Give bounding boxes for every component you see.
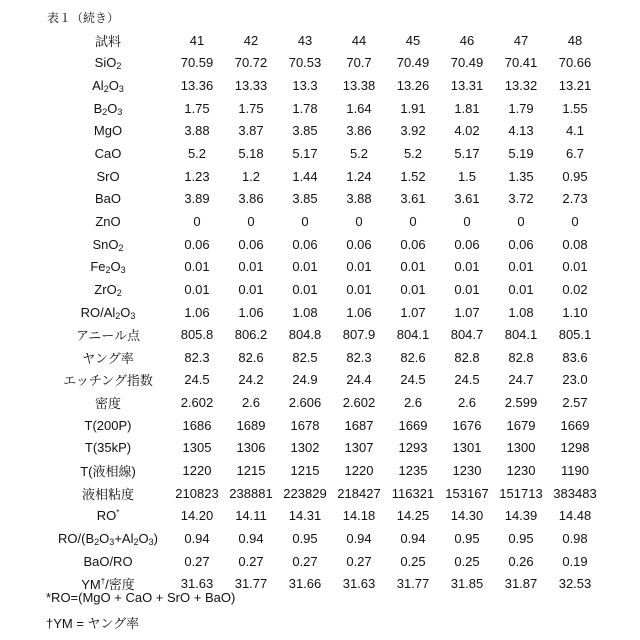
cell-value: 807.9 — [332, 323, 386, 346]
cell-value: 1.23 — [170, 165, 224, 188]
cell-value: 1.79 — [494, 97, 548, 120]
cell-value: 0.06 — [224, 233, 278, 256]
cell-value: 5.17 — [440, 142, 494, 165]
cell-value: 116321 — [386, 482, 440, 505]
cell-value: 0 — [548, 210, 602, 233]
cell-value: 2.6 — [386, 391, 440, 414]
cell-value: 1.06 — [332, 301, 386, 324]
cell-value: 1.55 — [548, 97, 602, 120]
cell-value: 4.1 — [548, 120, 602, 143]
cell-value: 1.08 — [494, 301, 548, 324]
cell-value: 0.01 — [386, 278, 440, 301]
row-label: T(200P) — [46, 414, 170, 437]
cell-value: 0.01 — [278, 255, 332, 278]
cell-value: 804.1 — [386, 323, 440, 346]
table-title: 表１（続き） — [47, 9, 119, 26]
cell-value: 0 — [332, 210, 386, 233]
cell-value: 210823 — [170, 482, 224, 505]
cell-value: 1676 — [440, 414, 494, 437]
header-sample: 43 — [278, 29, 332, 52]
cell-value: 1230 — [494, 459, 548, 482]
table-row — [46, 74, 602, 97]
cell-value: 1.78 — [278, 97, 332, 120]
cell-value: 1305 — [170, 437, 224, 460]
footnote-ym: †YM = ヤング率 — [46, 613, 139, 632]
cell-value: 70.53 — [278, 52, 332, 75]
cell-value: 0.01 — [224, 255, 278, 278]
cell-value: 31.66 — [278, 572, 332, 595]
cell-value: 82.8 — [494, 346, 548, 369]
row-label: CaO — [46, 142, 170, 165]
cell-value: 5.2 — [332, 142, 386, 165]
cell-value: 1.07 — [440, 301, 494, 324]
cell-value: 0.01 — [494, 278, 548, 301]
cell-value: 1.52 — [386, 165, 440, 188]
row-label: YM†/密度 — [46, 572, 170, 595]
cell-value: 1301 — [440, 437, 494, 460]
table-row — [46, 482, 602, 505]
cell-value: 70.59 — [170, 52, 224, 75]
cell-value: 24.5 — [440, 369, 494, 392]
row-label: B2O3 — [46, 97, 170, 120]
header-label: 試料 — [46, 29, 170, 52]
table-row — [46, 165, 602, 188]
cell-value: 82.3 — [332, 346, 386, 369]
row-label: BaO — [46, 187, 170, 210]
cell-value: 0.25 — [440, 550, 494, 573]
table-row — [46, 414, 602, 437]
row-label: T(35kP) — [46, 437, 170, 460]
cell-value: 83.6 — [548, 346, 602, 369]
cell-value: 1.5 — [440, 165, 494, 188]
cell-value: 0 — [278, 210, 332, 233]
cell-value: 31.77 — [386, 572, 440, 595]
cell-value: 24.9 — [278, 369, 332, 392]
row-label: ZnO — [46, 210, 170, 233]
header-sample: 42 — [224, 29, 278, 52]
cell-value: 13.32 — [494, 74, 548, 97]
cell-value: 1.06 — [170, 301, 224, 324]
cell-value: 1669 — [386, 414, 440, 437]
table-row — [46, 301, 602, 324]
table-row — [46, 210, 602, 233]
cell-value: 13.21 — [548, 74, 602, 97]
table-row — [46, 255, 602, 278]
cell-value: 1679 — [494, 414, 548, 437]
cell-value: 1298 — [548, 437, 602, 460]
cell-value: 1.07 — [386, 301, 440, 324]
cell-value: 70.66 — [548, 52, 602, 75]
cell-value: 1.75 — [224, 97, 278, 120]
cell-value: 1.10 — [548, 301, 602, 324]
cell-value: 1.75 — [170, 97, 224, 120]
cell-value: 806.2 — [224, 323, 278, 346]
table-row — [46, 346, 602, 369]
cell-value: 1.2 — [224, 165, 278, 188]
cell-value: 0.01 — [278, 278, 332, 301]
cell-value: 32.53 — [548, 572, 602, 595]
cell-value: 2.73 — [548, 187, 602, 210]
cell-value: 1215 — [224, 459, 278, 482]
cell-value: 2.6 — [224, 391, 278, 414]
cell-value: 13.38 — [332, 74, 386, 97]
cell-value: 1235 — [386, 459, 440, 482]
cell-value: 14.30 — [440, 504, 494, 527]
cell-value: 0.01 — [332, 278, 386, 301]
cell-value: 0.08 — [548, 233, 602, 256]
cell-value: 1220 — [170, 459, 224, 482]
cell-value: 223829 — [278, 482, 332, 505]
cell-value: 153167 — [440, 482, 494, 505]
cell-value: 24.2 — [224, 369, 278, 392]
cell-value: 804.8 — [278, 323, 332, 346]
row-label: SnO2 — [46, 233, 170, 256]
footnote-ro: *RO=(MgO + CaO + SrO + BaO) — [46, 590, 235, 605]
cell-value: 0.06 — [494, 233, 548, 256]
cell-value: 14.39 — [494, 504, 548, 527]
cell-value: 3.61 — [386, 187, 440, 210]
cell-value: 0.95 — [494, 527, 548, 550]
cell-value: 1.64 — [332, 97, 386, 120]
cell-value: 13.3 — [278, 74, 332, 97]
cell-value: 31.63 — [170, 572, 224, 595]
cell-value: 218427 — [332, 482, 386, 505]
cell-value: 0.94 — [224, 527, 278, 550]
cell-value: 0.95 — [440, 527, 494, 550]
cell-value: 805.1 — [548, 323, 602, 346]
cell-value: 1306 — [224, 437, 278, 460]
cell-value: 3.85 — [278, 187, 332, 210]
header-sample: 44 — [332, 29, 386, 52]
cell-value: 804.1 — [494, 323, 548, 346]
cell-value: 0.27 — [170, 550, 224, 573]
cell-value: 24.5 — [170, 369, 224, 392]
cell-value: 0.01 — [440, 255, 494, 278]
cell-value: 0 — [440, 210, 494, 233]
table-row — [46, 142, 602, 165]
header-sample: 46 — [440, 29, 494, 52]
row-label: ヤング率 — [46, 346, 170, 369]
cell-value: 82.6 — [386, 346, 440, 369]
cell-value: 3.72 — [494, 187, 548, 210]
cell-value: 5.18 — [224, 142, 278, 165]
row-label: BaO/RO — [46, 550, 170, 573]
header-sample: 47 — [494, 29, 548, 52]
cell-value: 6.7 — [548, 142, 602, 165]
cell-value: 0.27 — [278, 550, 332, 573]
table-row — [46, 97, 602, 120]
row-label: Fe2O3 — [46, 255, 170, 278]
cell-value: 14.25 — [386, 504, 440, 527]
cell-value: 31.87 — [494, 572, 548, 595]
cell-value: 1669 — [548, 414, 602, 437]
cell-value: 0.06 — [332, 233, 386, 256]
cell-value: 24.4 — [332, 369, 386, 392]
cell-value: 82.3 — [170, 346, 224, 369]
cell-value: 1.35 — [494, 165, 548, 188]
table-row — [46, 391, 602, 414]
cell-value: 0.06 — [440, 233, 494, 256]
cell-value: 0.06 — [278, 233, 332, 256]
cell-value: 0.27 — [224, 550, 278, 573]
row-label: T(液相線) — [46, 459, 170, 482]
cell-value: 1230 — [440, 459, 494, 482]
cell-value: 1686 — [170, 414, 224, 437]
cell-value: 3.92 — [386, 120, 440, 143]
cell-value: 13.36 — [170, 74, 224, 97]
cell-value: 13.33 — [224, 74, 278, 97]
row-label: エッチング指数 — [46, 369, 170, 392]
cell-value: 5.17 — [278, 142, 332, 165]
table-row — [46, 504, 602, 527]
cell-value: 31.63 — [332, 572, 386, 595]
cell-value: 0.19 — [548, 550, 602, 573]
cell-value: 0 — [494, 210, 548, 233]
cell-value: 1687 — [332, 414, 386, 437]
cell-value: 5.2 — [386, 142, 440, 165]
cell-value: 0.06 — [170, 233, 224, 256]
row-label: RO/(B2O3+Al2O3) — [46, 527, 170, 550]
cell-value: 2.599 — [494, 391, 548, 414]
table-row — [46, 52, 602, 75]
table-row — [46, 369, 602, 392]
header-sample: 48 — [548, 29, 602, 52]
row-label: RO/Al2O3 — [46, 301, 170, 324]
table-body — [46, 52, 602, 595]
row-label: アニール点 — [46, 323, 170, 346]
cell-value: 4.02 — [440, 120, 494, 143]
row-label: 密度 — [46, 391, 170, 414]
cell-value: 1.08 — [278, 301, 332, 324]
cell-value: 1220 — [332, 459, 386, 482]
row-label: SiO2 — [46, 52, 170, 75]
cell-value: 1293 — [386, 437, 440, 460]
cell-value: 70.49 — [386, 52, 440, 75]
header-sample: 41 — [170, 29, 224, 52]
composition-table — [46, 29, 602, 595]
cell-value: 0.98 — [548, 527, 602, 550]
cell-value: 1.06 — [224, 301, 278, 324]
cell-value: 0.01 — [548, 255, 602, 278]
cell-value: 0.02 — [548, 278, 602, 301]
row-label: SrO — [46, 165, 170, 188]
cell-value: 0.25 — [386, 550, 440, 573]
cell-value: 1.81 — [440, 97, 494, 120]
row-label: 液相粘度 — [46, 482, 170, 505]
cell-value: 805.8 — [170, 323, 224, 346]
cell-value: 1678 — [278, 414, 332, 437]
cell-value: 2.606 — [278, 391, 332, 414]
cell-value: 70.7 — [332, 52, 386, 75]
row-label: MgO — [46, 120, 170, 143]
cell-value: 5.2 — [170, 142, 224, 165]
cell-value: 804.7 — [440, 323, 494, 346]
cell-value: 4.13 — [494, 120, 548, 143]
cell-value: 14.18 — [332, 504, 386, 527]
header-sample: 45 — [386, 29, 440, 52]
cell-value: 3.86 — [332, 120, 386, 143]
cell-value: 13.26 — [386, 74, 440, 97]
cell-value: 0.95 — [548, 165, 602, 188]
cell-value: 2.602 — [332, 391, 386, 414]
cell-value: 24.7 — [494, 369, 548, 392]
row-label: Al2O3 — [46, 74, 170, 97]
row-label: RO* — [46, 504, 170, 527]
cell-value: 82.6 — [224, 346, 278, 369]
cell-value: 1.91 — [386, 97, 440, 120]
cell-value: 3.87 — [224, 120, 278, 143]
cell-value: 23.0 — [548, 369, 602, 392]
table-row — [46, 437, 602, 460]
cell-value: 3.86 — [224, 187, 278, 210]
cell-value: 14.11 — [224, 504, 278, 527]
cell-value: 0.94 — [170, 527, 224, 550]
cell-value: 1689 — [224, 414, 278, 437]
table-row — [46, 187, 602, 210]
cell-value: 1307 — [332, 437, 386, 460]
cell-value: 1300 — [494, 437, 548, 460]
cell-value: 82.8 — [440, 346, 494, 369]
cell-value: 1190 — [548, 459, 602, 482]
cell-value: 31.77 — [224, 572, 278, 595]
cell-value: 0.01 — [332, 255, 386, 278]
cell-value: 0.94 — [332, 527, 386, 550]
cell-value: 0.01 — [170, 255, 224, 278]
table-row — [46, 459, 602, 482]
table-row — [46, 233, 602, 256]
cell-value: 3.61 — [440, 187, 494, 210]
cell-value: 14.48 — [548, 504, 602, 527]
cell-value: 0.01 — [224, 278, 278, 301]
cell-value: 383483 — [548, 482, 602, 505]
cell-value: 0.95 — [278, 527, 332, 550]
cell-value: 0.01 — [440, 278, 494, 301]
cell-value: 82.5 — [278, 346, 332, 369]
cell-value: 2.6 — [440, 391, 494, 414]
cell-value: 13.31 — [440, 74, 494, 97]
cell-value: 0 — [386, 210, 440, 233]
cell-value: 3.88 — [170, 120, 224, 143]
cell-value: 70.49 — [440, 52, 494, 75]
cell-value: 0.01 — [494, 255, 548, 278]
table-row — [46, 120, 602, 143]
cell-value: 1302 — [278, 437, 332, 460]
cell-value: 0.94 — [386, 527, 440, 550]
table-header-row — [46, 29, 602, 52]
cell-value: 31.85 — [440, 572, 494, 595]
cell-value: 70.41 — [494, 52, 548, 75]
cell-value: 5.19 — [494, 142, 548, 165]
cell-value: 70.72 — [224, 52, 278, 75]
cell-value: 1215 — [278, 459, 332, 482]
table-row — [46, 550, 602, 573]
cell-value: 0 — [224, 210, 278, 233]
table-row — [46, 278, 602, 301]
cell-value: 3.85 — [278, 120, 332, 143]
row-label: ZrO2 — [46, 278, 170, 301]
cell-value: 14.31 — [278, 504, 332, 527]
cell-value: 0.01 — [386, 255, 440, 278]
cell-value: 2.57 — [548, 391, 602, 414]
cell-value: 0.06 — [386, 233, 440, 256]
cell-value: 0.27 — [332, 550, 386, 573]
cell-value: 0.26 — [494, 550, 548, 573]
cell-value: 1.44 — [278, 165, 332, 188]
cell-value: 1.24 — [332, 165, 386, 188]
cell-value: 3.89 — [170, 187, 224, 210]
table-row — [46, 323, 602, 346]
cell-value: 0.01 — [170, 278, 224, 301]
cell-value: 14.20 — [170, 504, 224, 527]
cell-value: 238881 — [224, 482, 278, 505]
cell-value: 0 — [170, 210, 224, 233]
cell-value: 151713 — [494, 482, 548, 505]
cell-value: 2.602 — [170, 391, 224, 414]
table-row — [46, 527, 602, 550]
cell-value: 3.88 — [332, 187, 386, 210]
cell-value: 24.5 — [386, 369, 440, 392]
